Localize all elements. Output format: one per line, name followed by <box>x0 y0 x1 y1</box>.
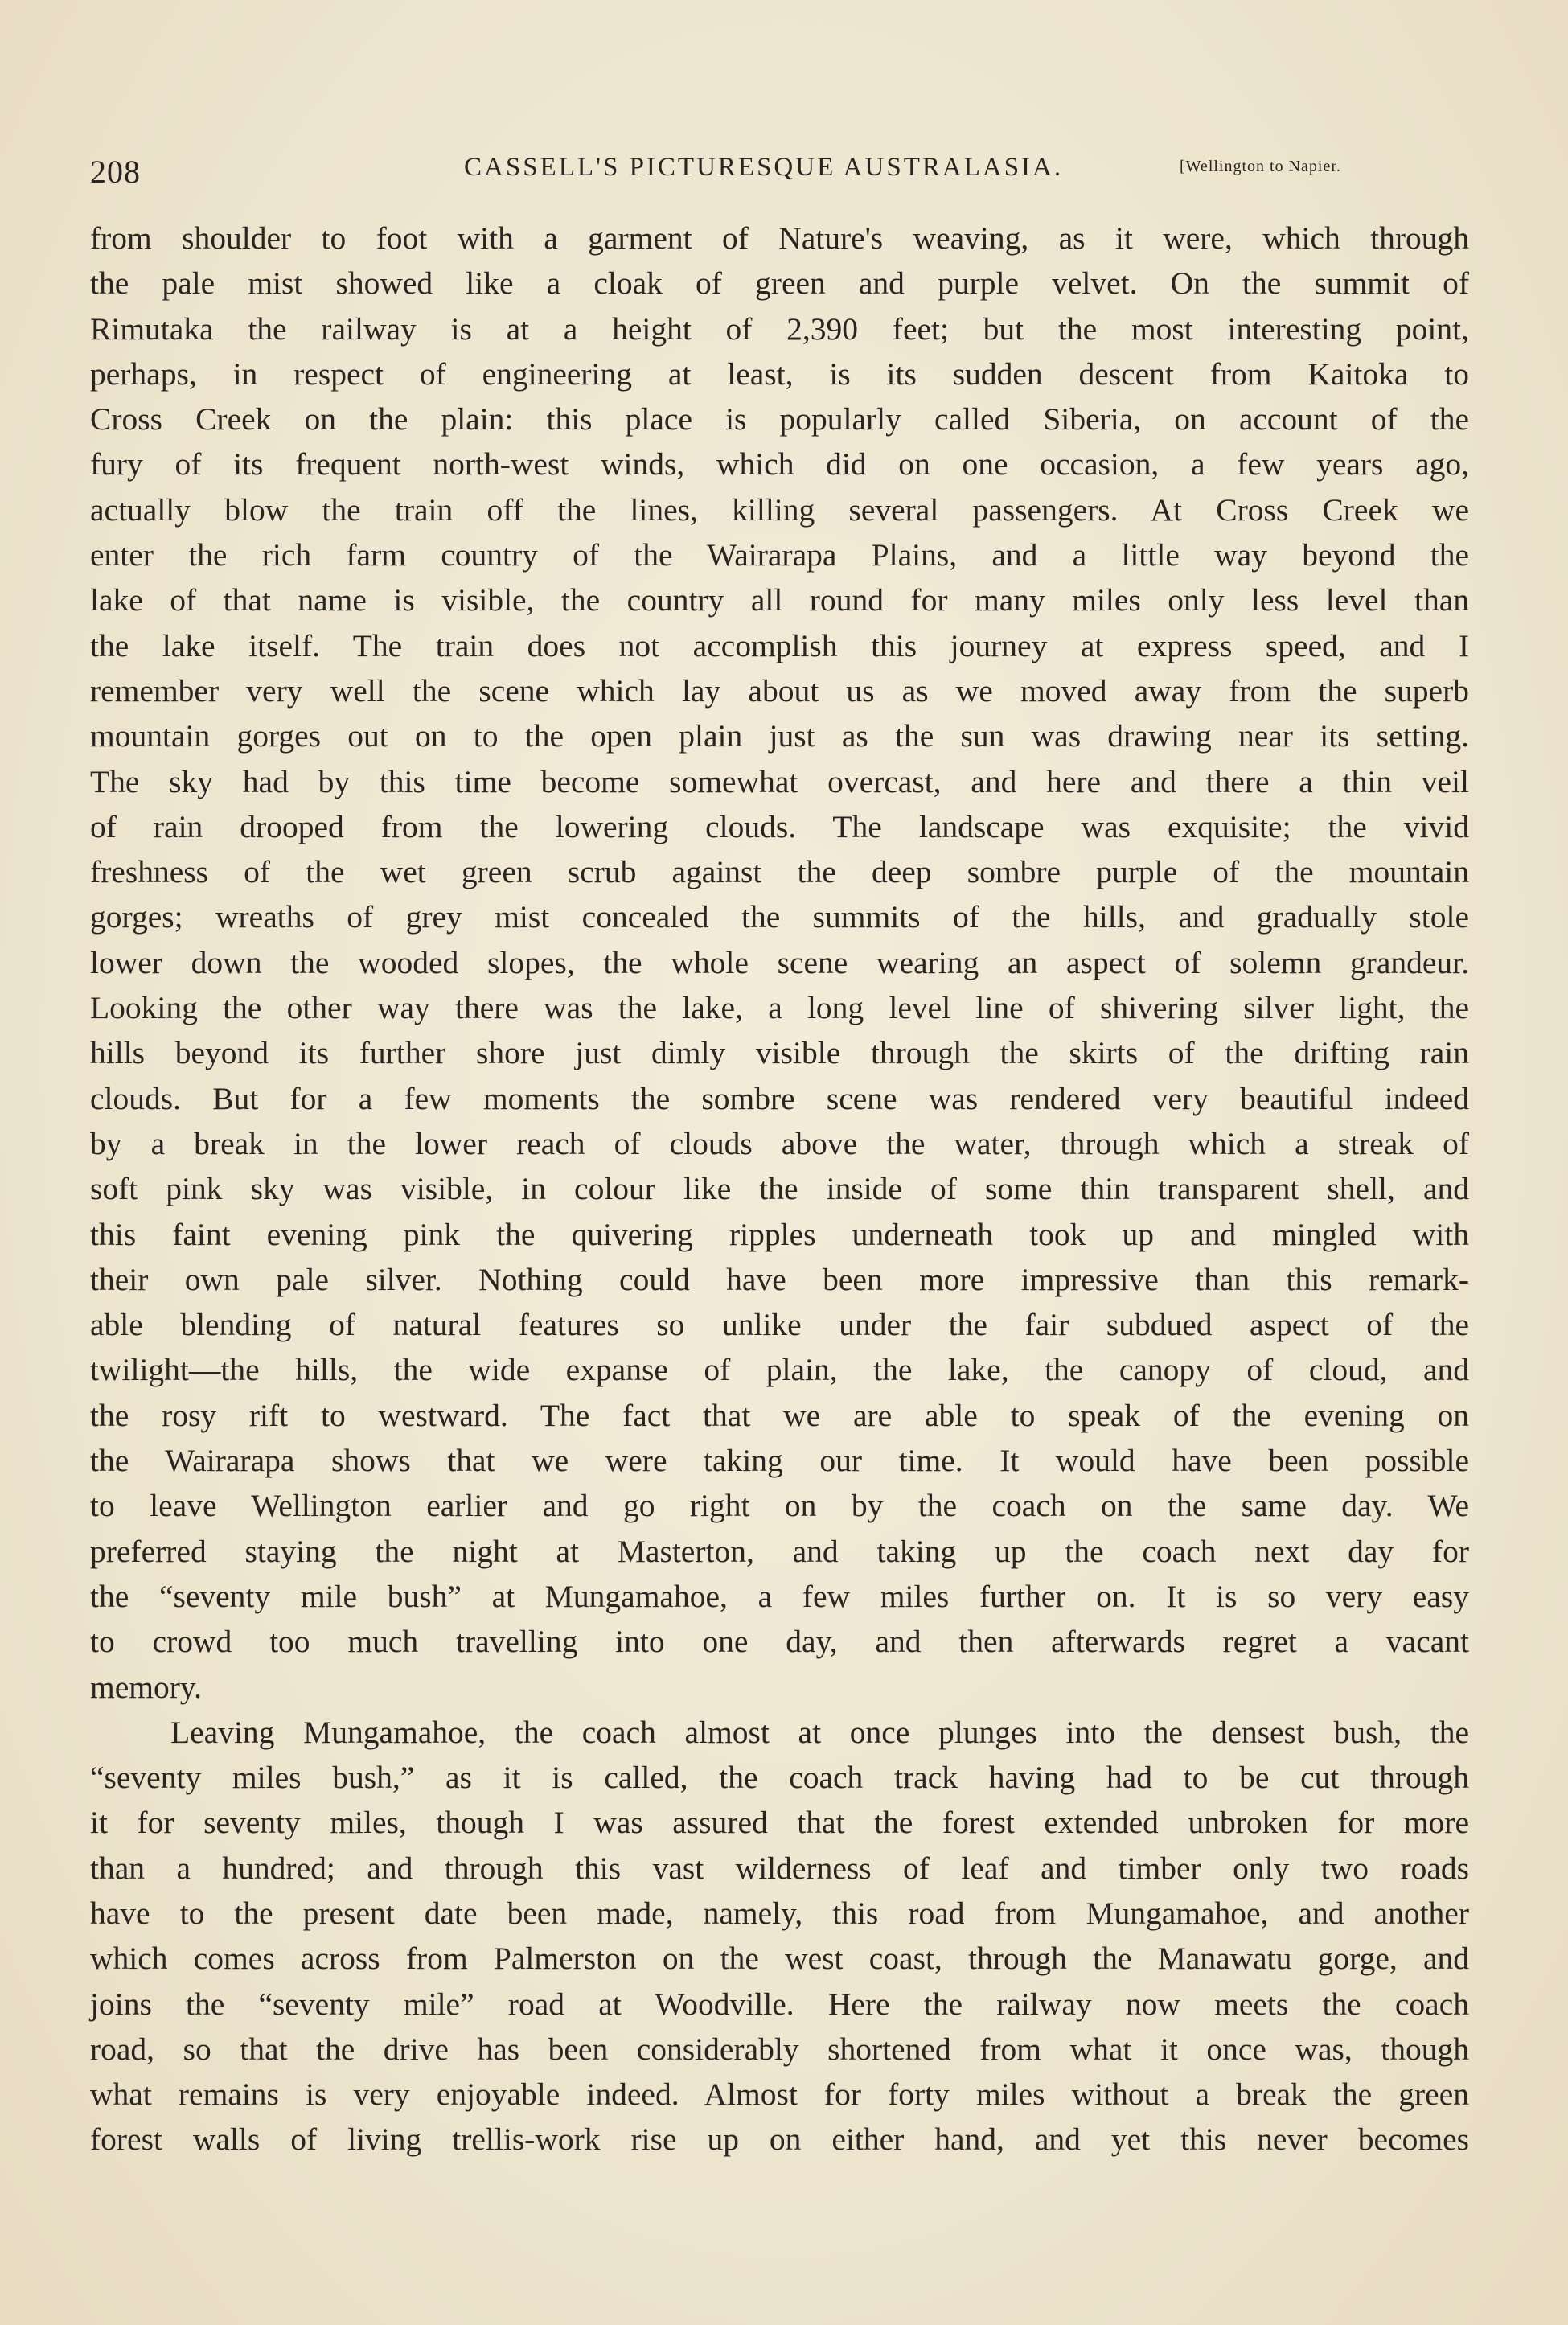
text-line: Rimutaka the railway is at a height of 2,390 feet; but the most interesting point, <box>90 310 1469 347</box>
page-number: 208 <box>90 154 141 190</box>
text-line: than a hundred; and through this vast wilderness of leaf and timber only two roads <box>90 1850 1469 1886</box>
text-line: soft pink sky was visible, in colour like the inside of some thin transparent shell, and <box>90 1171 1469 1207</box>
text-line: road, so that the drive has been considerably shortened from what it once was, though <box>90 2031 1469 2067</box>
text-line: the pale mist showed like a cloak of green and purple velvet. On the summit of <box>90 265 1469 302</box>
text-line: hills beyond its further shore just dimly visible through the skirts of the drifting rain <box>90 1035 1469 1071</box>
text-line: the rosy rift to westward. The fact that we are able to speak of the evening on <box>90 1397 1469 1433</box>
text-line: lake of that name is visible, the country all round for many miles only less level than <box>90 582 1469 618</box>
text-line: by a break in the lower reach of clouds above the water, through which a streak of <box>90 1125 1469 1161</box>
text-line: “seventy miles bush,” as it is called, the coach track having had to be cut through <box>90 1760 1469 1796</box>
text-line: able blending of natural features so unlike under the fair subdued aspect of the <box>90 1307 1469 1343</box>
text-line: freshness of the wet green scrub against the deep sombre purple of the mountain <box>90 854 1469 890</box>
text-line: to leave Wellington earlier and go right on by the coach on the same day. We <box>90 1488 1469 1524</box>
text-line: enter the rich farm country of the Wairarapa Plains, and a little way beyond the <box>90 537 1469 573</box>
running-title: CASSELL'S PICTURESQUE AUSTRALASIA. <box>464 153 1064 182</box>
body-text <box>90 216 1469 2163</box>
text-line: the Wairarapa shows that we were taking our time. It would have been possible <box>90 1443 1469 1479</box>
text-line: joins the “seventy mile” road at Woodville. Here the railway now meets the coach <box>90 1986 1469 2022</box>
text-line: fury of its frequent north-west winds, which did on one occasion, a few years ago, <box>90 446 1469 483</box>
text-line: actually blow the train off the lines, killing several passengers. At Cross Creek we <box>90 491 1469 528</box>
text-line: clouds. But for a few moments the sombre scene was rendered very beautiful indeed <box>90 1080 1469 1116</box>
text-line: their own pale silver. Nothing could have been more impressive than this remark- <box>90 1261 1469 1297</box>
text-line: twilight—the hills, the wide expanse of plain, the lake, the canopy of cloud, and <box>90 1352 1469 1388</box>
text-line: have to the present date been made, namely, this road from Mungamahoe, and another <box>90 1895 1469 1931</box>
text-line: which comes across from Palmerston on the west coast, through the Manawatu gorge, and <box>90 1941 1469 1977</box>
text-line: gorges; wreaths of grey mist concealed the summits of the hills, and gradually stole <box>90 899 1469 935</box>
text-line: forest walls of living trellis-work rise up on either hand, and yet this never becomes <box>90 2122 1469 2158</box>
text-line: it for seventy miles, though I was assured that the forest extended unbroken for more <box>90 1805 1469 1841</box>
text-line: remember very well the scene which lay about us as we moved away from the superb <box>90 672 1469 709</box>
text-line: the “seventy mile bush” at Mungamahoe, a few miles further on. It is so very easy <box>90 1578 1469 1614</box>
text-line: perhaps, in respect of engineering at least, is its sudden descent from Kaitoka to <box>90 355 1469 392</box>
text-line: mountain gorges out on to the open plain just as the sun was drawing near its setting. <box>90 718 1469 754</box>
page-header <box>90 145 1473 193</box>
section-tag: [Wellington to Napier. <box>1180 158 1341 175</box>
text-line: Cross Creek on the plain: this place is popularly called Siberia, on account of the <box>90 401 1469 437</box>
text-line: Looking the other way there was the lake, a long level line of shivering silver light, the <box>90 990 1469 1026</box>
text-line: the lake itself. The train does not accomplish this journey at express speed, and I <box>90 627 1469 663</box>
text-line: The sky had by this time become somewhat overcast, and here and there a thin veil <box>90 763 1469 799</box>
text-line: what remains is very enjoyable indeed. Almost for forty miles without a break the green <box>90 2076 1469 2113</box>
text-line: this faint evening pink the quivering ripples underneath took up and mingled with <box>90 1216 1469 1252</box>
text-line: preferred staying the night at Masterton, and taking up the coach next day for <box>90 1533 1469 1569</box>
text-line: Leaving Mungamahoe, the coach almost at once plunges into the densest bush, the <box>170 1714 1469 1750</box>
text-line: from shoulder to foot with a garment of Nature's weaving, as it were, which through <box>90 220 1469 256</box>
text-line: memory. <box>90 1669 202 1705</box>
text-line: lower down the wooded slopes, the whole scene wearing an aspect of solemn grandeur. <box>90 944 1469 980</box>
text-line: of rain drooped from the lowering clouds. The landscape was exquisite; the vivid <box>90 808 1469 844</box>
text-line: to crowd too much travelling into one day, and then afterwards regret a vacant <box>90 1624 1469 1660</box>
